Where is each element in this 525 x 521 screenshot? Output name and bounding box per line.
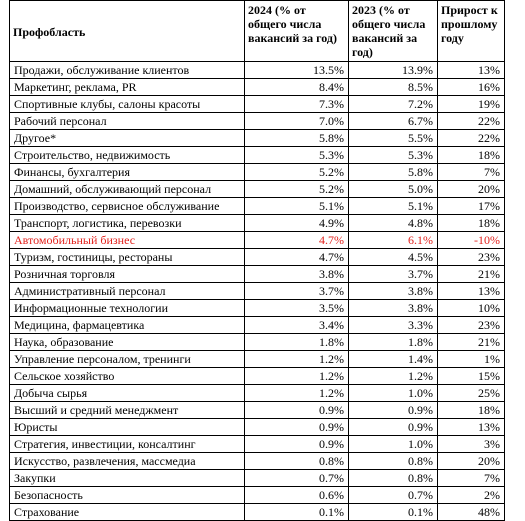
vacancy-share-table <box>9 0 505 521</box>
table-row <box>10 351 505 368</box>
cell-area: Информационные технологии <box>10 300 245 317</box>
cell-growth: 7% <box>438 470 505 487</box>
cell-growth: 13% <box>438 419 505 436</box>
cell-2023: 5.3% <box>349 147 438 164</box>
cell-2024: 0.9% <box>245 419 349 436</box>
cell-2024: 5.8% <box>245 130 349 147</box>
table-row <box>10 300 505 317</box>
table-row <box>10 215 505 232</box>
table-row <box>10 266 505 283</box>
cell-area: Строительство, недвижимость <box>10 147 245 164</box>
cell-2023: 0.9% <box>349 419 438 436</box>
cell-2024: 0.8% <box>245 453 349 470</box>
cell-2024: 3.4% <box>245 317 349 334</box>
cell-2023: 0.8% <box>349 470 438 487</box>
cell-area: Медицина, фармацевтика <box>10 317 245 334</box>
cell-growth: 20% <box>438 181 505 198</box>
cell-growth: 7% <box>438 164 505 181</box>
table-body <box>10 62 505 521</box>
table-row <box>10 249 505 266</box>
cell-2024: 1.8% <box>245 334 349 351</box>
cell-2023: 0.9% <box>349 402 438 419</box>
cell-2024: 0.6% <box>245 487 349 504</box>
table-row <box>10 436 505 453</box>
cell-2023: 4.8% <box>349 215 438 232</box>
cell-area: Стратегия, инвестиции, консалтинг <box>10 436 245 453</box>
cell-2024: 5.2% <box>245 181 349 198</box>
table-row <box>10 368 505 385</box>
table-row <box>10 130 505 147</box>
cell-area: Управление персоналом, тренинги <box>10 351 245 368</box>
cell-2024: 3.8% <box>245 266 349 283</box>
cell-2024: 5.3% <box>245 147 349 164</box>
cell-2023: 1.0% <box>349 436 438 453</box>
cell-area: Наука, образование <box>10 334 245 351</box>
table-row <box>10 198 505 215</box>
cell-growth: 13% <box>438 62 505 79</box>
cell-2024: 5.1% <box>245 198 349 215</box>
cell-2023: 5.8% <box>349 164 438 181</box>
cell-growth: 23% <box>438 249 505 266</box>
table-row <box>10 402 505 419</box>
cell-area: Другое* <box>10 130 245 147</box>
table-row <box>10 487 505 504</box>
cell-2023: 5.5% <box>349 130 438 147</box>
cell-growth: 18% <box>438 215 505 232</box>
cell-2023: 0.8% <box>349 453 438 470</box>
cell-growth: 21% <box>438 334 505 351</box>
cell-area: Автомобильный бизнес <box>10 232 245 249</box>
cell-area: Страхование <box>10 504 245 521</box>
table-row <box>10 470 505 487</box>
cell-growth: 13% <box>438 283 505 300</box>
cell-2024: 13.5% <box>245 62 349 79</box>
table-row <box>10 164 505 181</box>
cell-growth: 18% <box>438 147 505 164</box>
table-row <box>10 79 505 96</box>
header-growth: Прирост к прошлому году <box>438 1 505 62</box>
cell-area: Туризм, гостиницы, рестораны <box>10 249 245 266</box>
cell-2024: 3.7% <box>245 283 349 300</box>
cell-area: Финансы, бухгалтерия <box>10 164 245 181</box>
cell-area: Сельское хозяйство <box>10 368 245 385</box>
table-row <box>10 504 505 521</box>
cell-area: Высший и средний менеджмент <box>10 402 245 419</box>
table-row <box>10 232 505 249</box>
cell-2023: 5.0% <box>349 181 438 198</box>
cell-area: Добыча сырья <box>10 385 245 402</box>
table-row <box>10 62 505 79</box>
table-row <box>10 317 505 334</box>
cell-area: Производство, сервисное обслуживание <box>10 198 245 215</box>
cell-2023: 5.1% <box>349 198 438 215</box>
cell-2024: 0.9% <box>245 402 349 419</box>
cell-growth: 48% <box>438 504 505 521</box>
cell-growth: 16% <box>438 79 505 96</box>
cell-2023: 7.2% <box>349 96 438 113</box>
table-row <box>10 181 505 198</box>
cell-area: Розничная торговля <box>10 266 245 283</box>
cell-2023: 8.5% <box>349 79 438 96</box>
cell-area: Рабочий персонал <box>10 113 245 130</box>
cell-2023: 3.7% <box>349 266 438 283</box>
cell-area: Юристы <box>10 419 245 436</box>
cell-growth: 19% <box>438 96 505 113</box>
cell-area: Административный персонал <box>10 283 245 300</box>
cell-2024: 0.1% <box>245 504 349 521</box>
table-row <box>10 96 505 113</box>
cell-2024: 0.9% <box>245 436 349 453</box>
cell-2024: 0.7% <box>245 470 349 487</box>
cell-2024: 1.2% <box>245 351 349 368</box>
cell-growth: 22% <box>438 113 505 130</box>
table-row <box>10 453 505 470</box>
cell-growth: 23% <box>438 317 505 334</box>
cell-growth: 17% <box>438 198 505 215</box>
cell-2023: 1.2% <box>349 368 438 385</box>
header-2024: 2024 (% от общего числа вакансий за год) <box>245 1 349 62</box>
cell-2023: 0.1% <box>349 504 438 521</box>
cell-growth: 22% <box>438 130 505 147</box>
cell-2024: 1.2% <box>245 385 349 402</box>
cell-growth: 21% <box>438 266 505 283</box>
cell-2023: 4.5% <box>349 249 438 266</box>
cell-2024: 8.4% <box>245 79 349 96</box>
cell-growth: 15% <box>438 368 505 385</box>
cell-2023: 1.8% <box>349 334 438 351</box>
cell-area: Безопасность <box>10 487 245 504</box>
cell-growth: 20% <box>438 453 505 470</box>
cell-2023: 3.8% <box>349 283 438 300</box>
cell-2023: 13.9% <box>349 62 438 79</box>
cell-growth: 10% <box>438 300 505 317</box>
cell-area: Искусство, развлечения, массмедиа <box>10 453 245 470</box>
table-row <box>10 147 505 164</box>
cell-2023: 6.1% <box>349 232 438 249</box>
header-area: Профобласть <box>10 1 245 62</box>
cell-2024: 4.7% <box>245 232 349 249</box>
cell-2024: 4.7% <box>245 249 349 266</box>
cell-2024: 1.2% <box>245 368 349 385</box>
cell-area: Маркетинг, реклама, PR <box>10 79 245 96</box>
cell-2023: 3.3% <box>349 317 438 334</box>
cell-2024: 5.2% <box>245 164 349 181</box>
cell-growth: 1% <box>438 351 505 368</box>
cell-2023: 6.7% <box>349 113 438 130</box>
cell-area: Продажи, обслуживание клиентов <box>10 62 245 79</box>
table-row <box>10 334 505 351</box>
cell-2024: 7.0% <box>245 113 349 130</box>
cell-2023: 3.8% <box>349 300 438 317</box>
cell-area: Домашний, обслуживающий персонал <box>10 181 245 198</box>
cell-area: Закупки <box>10 470 245 487</box>
table-row <box>10 419 505 436</box>
cell-area: Спортивные клубы, салоны красоты <box>10 96 245 113</box>
table-row <box>10 283 505 300</box>
cell-2024: 7.3% <box>245 96 349 113</box>
cell-area: Транспорт, логистика, перевозки <box>10 215 245 232</box>
cell-growth: 3% <box>438 436 505 453</box>
cell-2024: 3.5% <box>245 300 349 317</box>
cell-growth: -10% <box>438 232 505 249</box>
table-row <box>10 385 505 402</box>
cell-2023: 1.4% <box>349 351 438 368</box>
cell-growth: 18% <box>438 402 505 419</box>
cell-2024: 4.9% <box>245 215 349 232</box>
header-2023: 2023 (% от общего числа вакансий за год) <box>349 1 438 62</box>
cell-2023: 0.7% <box>349 487 438 504</box>
table-header-row <box>10 1 505 62</box>
cell-growth: 2% <box>438 487 505 504</box>
table-row <box>10 113 505 130</box>
cell-growth: 25% <box>438 385 505 402</box>
cell-2023: 1.0% <box>349 385 438 402</box>
